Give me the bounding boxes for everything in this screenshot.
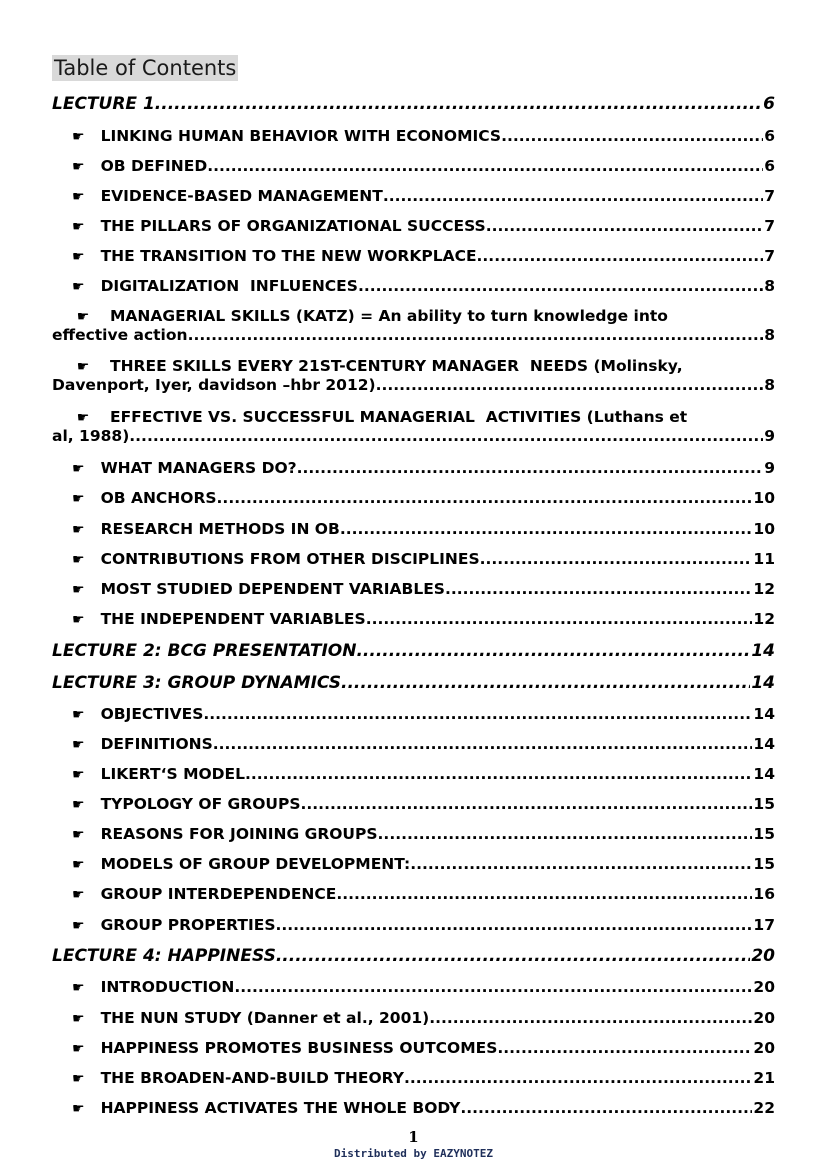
toc-entry-label-line1: EFFECTIVE VS. SUCCESSFUL MANAGERIAL ACTIVITIES (Luthans et xyxy=(110,408,688,426)
footer-distributed-by: Distributed by EAZYNOTEZ xyxy=(334,1147,493,1160)
toc-entry-label: THE INDEPENDENT VARIABLES xyxy=(100,610,366,628)
toc-entry[interactable] xyxy=(52,795,775,813)
toc-entry[interactable] xyxy=(52,735,775,753)
pointing-hand-icon: ☛ xyxy=(72,522,85,538)
pointing-hand-icon: ☛ xyxy=(72,707,85,723)
pointing-hand-icon: ☛ xyxy=(72,887,85,903)
toc-page-number: 7 xyxy=(764,217,775,235)
toc-entry[interactable] xyxy=(52,489,775,507)
toc-page-number: 20 xyxy=(753,1009,775,1027)
pointing-hand-icon: ☛ xyxy=(72,1101,85,1117)
leader-dots xyxy=(376,376,764,394)
leader-dots xyxy=(477,247,764,265)
toc-entry-label: GROUP INTERDEPENDENCE xyxy=(100,885,337,903)
leader-dots xyxy=(276,946,750,966)
toc-page-number: 20 xyxy=(753,978,775,996)
leader-dots xyxy=(301,795,753,813)
toc-entry-label: MODELS OF GROUP DEVELOPMENT: xyxy=(100,855,411,873)
toc-entry-label: MOST STUDIED DEPENDENT VARIABLES xyxy=(100,580,445,598)
toc-entry[interactable] xyxy=(52,610,775,628)
toc-entry-label: REASONS FOR JOINING GROUPS xyxy=(100,825,378,843)
leader-dots xyxy=(207,157,763,175)
pointing-hand-icon: ☛ xyxy=(76,359,90,375)
toc-entry-label: LECTURE 4: HAPPINESS xyxy=(52,946,276,966)
leader-dots xyxy=(480,550,753,568)
pointing-hand-icon: ☛ xyxy=(72,797,85,813)
toc-entry-lecture-1[interactable] xyxy=(52,94,775,114)
toc-page-number: 20 xyxy=(751,946,775,966)
leader-dots xyxy=(213,735,753,753)
pointing-hand-icon: ☛ xyxy=(72,219,85,235)
toc-entry[interactable] xyxy=(52,247,775,265)
toc-entry-label: THE NUN STUDY (Danner et al., 2001) xyxy=(100,1009,430,1027)
toc-entry[interactable] xyxy=(52,885,775,903)
toc-entry[interactable] xyxy=(52,1009,775,1027)
pointing-hand-icon: ☛ xyxy=(72,129,85,145)
leader-dots xyxy=(497,1039,752,1057)
toc-page-number: 10 xyxy=(753,489,775,507)
toc-page-number: 10 xyxy=(753,520,775,538)
toc-entry-label-line2: al, 1988) xyxy=(52,427,130,445)
toc-page-number: 21 xyxy=(753,1069,775,1087)
pointing-hand-icon: ☛ xyxy=(72,189,85,205)
toc-entry[interactable] xyxy=(52,765,775,783)
toc-entry[interactable] xyxy=(52,1069,775,1087)
toc-entry[interactable] xyxy=(52,277,775,295)
pointing-hand-icon: ☛ xyxy=(76,410,90,426)
pointing-hand-icon: ☛ xyxy=(72,980,85,996)
toc-entry[interactable] xyxy=(52,459,775,477)
toc-entry[interactable] xyxy=(52,978,775,996)
pointing-hand-icon: ☛ xyxy=(72,279,85,295)
toc-entry-label: LINKING HUMAN BEHAVIOR WITH ECONOMICS xyxy=(100,127,502,145)
toc-entry[interactable] xyxy=(52,916,775,934)
leader-dots xyxy=(203,705,752,723)
pointing-hand-icon: ☛ xyxy=(72,552,85,568)
toc-page-number: 9 xyxy=(764,427,775,445)
toc-entry-label-line1: MANAGERIAL SKILLS (KATZ) = An ability to turn knowledge into xyxy=(110,307,668,325)
toc-entry[interactable] xyxy=(52,127,775,145)
toc-entry-label: WHAT MANAGERS DO? xyxy=(100,459,297,477)
toc-entry-label: LECTURE 1 xyxy=(52,94,155,114)
leader-dots xyxy=(445,580,752,598)
toc-page-number: 12 xyxy=(753,580,775,598)
toc-page-number: 8 xyxy=(764,326,775,344)
toc-page-number: 14 xyxy=(753,765,775,783)
toc-entry[interactable] xyxy=(52,187,775,205)
pointing-hand-icon: ☛ xyxy=(72,491,85,507)
toc-page-number: 8 xyxy=(764,376,775,394)
toc-page-number: 11 xyxy=(753,550,775,568)
toc-page-number: 15 xyxy=(753,825,775,843)
pointing-hand-icon: ☛ xyxy=(72,1041,85,1057)
leader-dots xyxy=(234,978,752,996)
toc-page-number: 14 xyxy=(751,673,775,693)
toc-page-number: 17 xyxy=(753,916,775,934)
toc-entry-label-line2: Davenport, Iyer, davidson –hbr 2012) xyxy=(52,376,376,394)
toc-entry-lecture-4[interactable] xyxy=(52,946,775,966)
leader-dots xyxy=(358,277,763,295)
toc-page-number: 6 xyxy=(764,157,775,175)
leader-dots xyxy=(276,916,753,934)
toc-page-number: 6 xyxy=(763,94,775,114)
toc-entry[interactable] xyxy=(52,357,775,394)
leader-dots xyxy=(460,1099,752,1117)
leader-dots xyxy=(155,94,762,114)
pointing-hand-icon: ☛ xyxy=(72,582,85,598)
toc-entry-label: DIGITALIZATION INFLUENCES xyxy=(100,277,358,295)
toc-entry-label: THE PILLARS OF ORGANIZATIONAL SUCCESS xyxy=(100,217,486,235)
toc-entry-label: CONTRIBUTIONS FROM OTHER DISCIPLINES xyxy=(100,550,480,568)
toc-entry-label: LIKERT‘S MODEL xyxy=(100,765,245,783)
toc-entry-label-line1: THREE SKILLS EVERY 21ST-CENTURY MANAGER NEEDS (Molinsky, xyxy=(110,357,683,375)
pointing-hand-icon: ☛ xyxy=(72,827,85,843)
leader-dots xyxy=(486,217,764,235)
pointing-hand-icon: ☛ xyxy=(72,1071,85,1087)
toc-page-number: 15 xyxy=(753,795,775,813)
toc-page-number: 16 xyxy=(753,885,775,903)
toc-entry-label: LECTURE 3: GROUP DYNAMICS xyxy=(52,673,342,693)
toc-entry-label-line2: effective action xyxy=(52,326,188,344)
pointing-hand-icon: ☛ xyxy=(72,918,85,934)
pointing-hand-icon: ☛ xyxy=(72,1011,85,1027)
toc-page-number: 6 xyxy=(764,127,775,145)
toc-page-number: 7 xyxy=(764,187,775,205)
leader-dots xyxy=(356,641,750,661)
leader-dots xyxy=(341,673,750,693)
toc-entry-label: OBJECTIVES xyxy=(100,705,204,723)
toc-entry-lecture-3[interactable] xyxy=(52,673,775,693)
pointing-hand-icon: ☛ xyxy=(72,737,85,753)
toc-entry[interactable] xyxy=(52,520,775,538)
pointing-hand-icon: ☛ xyxy=(72,612,85,628)
toc-page-number: 14 xyxy=(751,641,775,661)
leader-dots xyxy=(217,489,753,507)
leader-dots xyxy=(336,885,752,903)
toc-entry-lecture-2[interactable] xyxy=(52,641,775,661)
toc-entry-label: EVIDENCE-BASED MANAGEMENT xyxy=(100,187,383,205)
leader-dots xyxy=(383,187,763,205)
leader-dots xyxy=(129,427,763,445)
toc-entry[interactable] xyxy=(52,1099,775,1117)
pointing-hand-icon: ☛ xyxy=(72,249,85,265)
leader-dots xyxy=(410,855,752,873)
toc-entry[interactable] xyxy=(52,705,775,723)
toc-entry[interactable] xyxy=(52,855,775,873)
leader-dots xyxy=(366,610,753,628)
toc-entry-label: HAPPINESS ACTIVATES THE WHOLE BODY xyxy=(100,1099,461,1117)
toc-entry[interactable] xyxy=(52,825,775,843)
pointing-hand-icon: ☛ xyxy=(72,461,85,477)
pointing-hand-icon: ☛ xyxy=(76,309,90,325)
leader-dots xyxy=(501,127,763,145)
toc-entry[interactable] xyxy=(52,580,775,598)
toc-entry-label: THE BROADEN-AND-BUILD THEORY xyxy=(100,1069,404,1087)
toc-entry[interactable] xyxy=(52,157,775,175)
toc-entry-label: RESEARCH METHODS IN OB xyxy=(100,520,340,538)
toc-page-number: 20 xyxy=(753,1039,775,1057)
pointing-hand-icon: ☛ xyxy=(72,857,85,873)
toc-entry-label: GROUP PROPERTIES xyxy=(100,916,276,934)
toc-entry-label: LECTURE 2: BCG PRESENTATION xyxy=(52,641,357,661)
toc-entry-label: DEFINITIONS xyxy=(100,735,213,753)
toc-entry-label: OB DEFINED xyxy=(100,157,208,175)
toc-page-number: 14 xyxy=(753,705,775,723)
toc-entry[interactable] xyxy=(52,1039,775,1057)
leader-dots xyxy=(429,1009,752,1027)
toc-entry[interactable] xyxy=(52,307,775,344)
leader-dots xyxy=(340,520,753,538)
toc-title: Table of Contents xyxy=(54,56,237,80)
toc-page-number: 14 xyxy=(753,735,775,753)
toc-page-number: 22 xyxy=(753,1099,775,1117)
toc-entry[interactable] xyxy=(52,217,775,235)
toc-entry-label: INTRODUCTION xyxy=(100,978,235,996)
toc-entry-label: THE TRANSITION TO THE NEW WORKPLACE xyxy=(100,247,477,265)
toc-page-number: 8 xyxy=(764,277,775,295)
toc-entry[interactable] xyxy=(52,550,775,568)
leader-dots xyxy=(245,765,752,783)
leader-dots xyxy=(378,825,753,843)
pointing-hand-icon: ☛ xyxy=(72,767,85,783)
toc-page-number: 15 xyxy=(753,855,775,873)
toc-entry[interactable] xyxy=(52,408,775,445)
toc-entry-label: HAPPINESS PROMOTES BUSINESS OUTCOMES xyxy=(100,1039,498,1057)
toc-page-number: 12 xyxy=(753,610,775,628)
toc-page-number: 9 xyxy=(764,459,775,477)
pointing-hand-icon: ☛ xyxy=(72,159,85,175)
leader-dots xyxy=(188,326,764,344)
leader-dots xyxy=(404,1069,752,1087)
toc-entry-label: OB ANCHORS xyxy=(100,489,217,507)
toc-entry-label: TYPOLOGY OF GROUPS xyxy=(100,795,301,813)
toc-page-number: 7 xyxy=(764,247,775,265)
leader-dots xyxy=(297,459,764,477)
footer-page-number: 1 xyxy=(408,1128,419,1146)
